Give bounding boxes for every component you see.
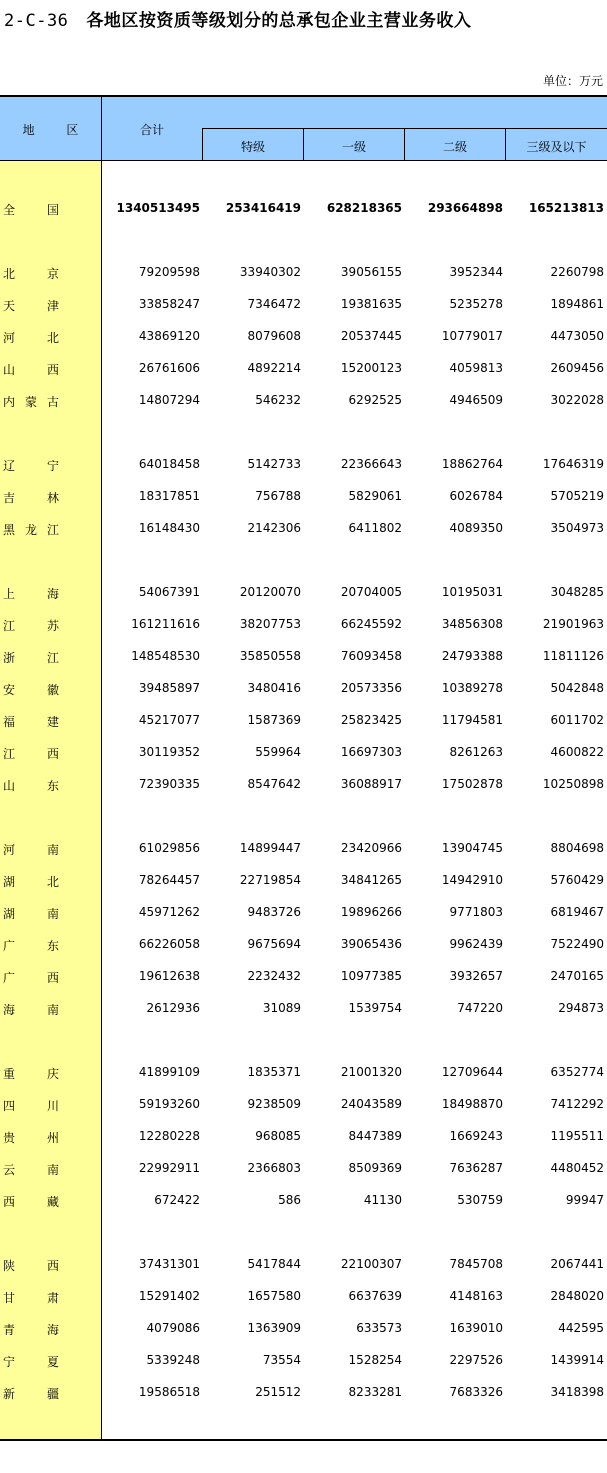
value-cell: 3504973 [550,521,604,535]
value-cell: 5705219 [550,489,604,503]
region-name: 甘 肃 [3,1291,59,1305]
value-cell: 20120070 [239,585,301,599]
value-cell: 251512 [255,1385,301,1399]
region-name: 天 津 [3,299,59,313]
region-name: 河 南 [3,843,59,857]
value-cell: 36088917 [340,777,402,791]
value-cell: 293664898 [427,201,503,215]
value-cell: 7346472 [247,297,301,311]
table-title-text: 各地区按资质等级划分的总承包企业主营业务收入 [86,11,472,31]
value-cell: 37431301 [138,1257,200,1271]
table-row [0,1353,607,1373]
table-row [0,361,607,381]
value-cell: 39065436 [340,937,402,951]
value-cell: 20573356 [340,681,402,695]
table-row [0,1065,607,1085]
table-row [0,1161,607,1181]
value-cell: 22992911 [138,1161,200,1175]
value-cell: 4892214 [247,361,301,375]
value-cell: 8261263 [449,745,503,759]
value-cell: 12280228 [138,1129,200,1143]
value-cell: 5417844 [247,1257,301,1271]
value-cell: 14807294 [138,393,200,407]
table-row [0,1257,607,1277]
table-code: 2-C-36 [4,11,69,31]
value-cell: 25823425 [340,713,402,727]
value-cell: 6011702 [550,713,604,727]
table-row [0,745,607,765]
header-sub-rule [203,128,607,129]
table-row [0,1097,607,1117]
value-cell: 7412292 [550,1097,604,1111]
region-name: 西 藏 [3,1195,59,1209]
value-cell: 253416419 [225,201,301,215]
header-grade-1: 一级 [341,140,366,154]
value-cell: 165213813 [528,201,604,215]
region-name: 广 西 [3,971,59,985]
value-cell: 294873 [558,1001,604,1015]
value-cell: 4059813 [449,361,503,375]
table-row [0,489,607,509]
region-name: 浙 江 [3,651,59,665]
table-row [0,1385,607,1405]
value-cell: 3952344 [449,265,503,279]
value-cell: 747220 [457,1001,503,1015]
value-cell: 11811126 [542,649,604,663]
region-name: 海 南 [3,1003,59,1017]
value-cell: 10779017 [441,329,503,343]
value-cell: 13904745 [441,841,503,855]
value-cell: 24043589 [340,1097,402,1111]
region-name: 宁 夏 [3,1355,59,1369]
national-row [0,201,607,221]
value-cell: 1439914 [550,1353,604,1367]
value-cell: 4480452 [550,1161,604,1175]
value-cell: 8804698 [550,841,604,855]
value-cell: 17646319 [542,457,604,471]
value-cell: 14899447 [239,841,301,855]
table-row [0,649,607,669]
table-row [0,841,607,861]
value-cell: 33858247 [138,297,200,311]
value-cell: 968085 [255,1129,301,1143]
value-cell: 4148163 [449,1289,503,1303]
value-cell: 23420966 [340,841,402,855]
value-cell: 30119352 [138,745,200,759]
value-cell: 18317851 [138,489,200,503]
value-cell: 19586518 [138,1385,200,1399]
value-cell: 41899109 [138,1065,200,1079]
value-cell: 10195031 [441,585,503,599]
value-cell: 78264457 [138,873,200,887]
table-row [0,1129,607,1149]
value-cell: 628218365 [326,201,402,215]
value-cell: 9962439 [449,937,503,951]
value-cell: 1835371 [247,1065,301,1079]
value-cell: 21001320 [340,1065,402,1079]
table-row [0,777,607,797]
value-cell: 4600822 [550,745,604,759]
value-cell: 38207753 [239,617,301,631]
value-cell: 586 [278,1193,301,1207]
region-column-background [0,161,101,1440]
value-cell: 10977385 [340,969,402,983]
value-cell: 5042848 [550,681,604,695]
value-cell: 59193260 [138,1097,200,1111]
region-name: 山 东 [3,779,59,793]
value-cell: 3048285 [550,585,604,599]
value-cell: 161211616 [131,617,200,631]
value-cell: 41130 [363,1193,402,1207]
value-cell: 7845708 [449,1257,503,1271]
value-cell: 7636287 [449,1161,503,1175]
unit-label: 单位：万元 [542,74,603,88]
value-cell: 546232 [255,393,301,407]
value-cell: 15200123 [340,361,402,375]
value-cell: 7683326 [449,1385,503,1399]
header-special-grade: 特级 [240,140,265,154]
value-cell: 5235278 [449,297,503,311]
value-cell: 4946509 [449,393,503,407]
value-cell: 11794581 [441,713,503,727]
value-cell: 148548530 [131,649,200,663]
value-cell: 54067391 [138,585,200,599]
region-name: 上 海 [3,587,59,601]
value-cell: 20704005 [340,585,402,599]
value-cell: 61029856 [138,841,200,855]
value-cell: 22719854 [239,873,301,887]
header-grade-2: 二级 [442,140,467,154]
value-cell: 14942910 [441,873,503,887]
value-cell: 1639010 [449,1321,503,1335]
value-cell: 5339248 [146,1353,200,1367]
region-name: 江 苏 [3,619,59,633]
value-cell: 6026784 [449,489,503,503]
region-name: 广 东 [3,939,59,953]
value-cell: 1528254 [348,1353,402,1367]
value-cell: 10250898 [542,777,604,791]
table-row [0,937,607,957]
value-cell: 18498870 [441,1097,503,1111]
value-cell: 19381635 [340,297,402,311]
value-cell: 20537445 [340,329,402,343]
value-cell: 45217077 [138,713,200,727]
region-name: 重 庆 [3,1067,59,1081]
value-cell: 7522490 [550,937,604,951]
table-row [0,329,607,349]
value-cell: 1669243 [449,1129,503,1143]
table-row [0,1001,607,1021]
value-cell: 2297526 [449,1353,503,1367]
region-name: 吉 林 [3,491,59,505]
header-total: 合计 [139,123,164,137]
value-cell: 31089 [262,1001,301,1015]
value-cell: 17502878 [441,777,503,791]
table-row [0,457,607,477]
region-name: 云 南 [3,1163,59,1177]
value-cell: 72390335 [138,777,200,791]
value-cell: 9483726 [247,905,301,919]
value-cell: 6637639 [348,1289,402,1303]
value-cell: 5760429 [550,873,604,887]
region-name: 山 西 [3,363,59,377]
value-cell: 24793388 [441,649,503,663]
value-cell: 39056155 [340,265,402,279]
value-cell: 4079086 [146,1321,200,1335]
value-cell: 8509369 [348,1161,402,1175]
table-row [0,617,607,637]
value-cell: 2609456 [550,361,604,375]
value-cell: 6411802 [348,521,402,535]
value-cell: 1894861 [550,297,604,311]
value-cell: 33940302 [239,265,301,279]
value-cell: 8233281 [348,1385,402,1399]
table-row [0,585,607,605]
table-row [0,265,607,285]
value-cell: 2470165 [550,969,604,983]
value-cell: 9675694 [247,937,301,951]
table-row [0,1289,607,1309]
value-cell: 76093458 [340,649,402,663]
value-cell: 34856308 [441,617,503,631]
value-cell: 6352774 [550,1065,604,1079]
value-cell: 2260798 [550,265,604,279]
value-cell: 8547642 [247,777,301,791]
value-cell: 3022028 [550,393,604,407]
value-cell: 3418398 [550,1385,604,1399]
region-name: 福 建 [3,715,59,729]
value-cell: 43869120 [138,329,200,343]
region-name: 黑 龙 江 [3,523,59,537]
header-grade-3-below: 三级及以下 [526,140,587,154]
value-cell: 16697303 [340,745,402,759]
value-cell: 66226058 [138,937,200,951]
value-cell: 15291402 [138,1289,200,1303]
region-name: 贵 州 [3,1131,59,1145]
region-name: 内 蒙 古 [3,395,59,409]
value-cell: 442595 [558,1321,604,1335]
table-row [0,681,607,701]
value-cell: 756788 [255,489,301,503]
region-name: 四 川 [3,1099,59,1113]
value-cell: 9238509 [247,1097,301,1111]
table-row [0,297,607,317]
region-name: 北 京 [3,267,59,281]
table-row [0,713,607,733]
value-cell: 1363909 [247,1321,301,1335]
table-row [0,969,607,989]
region-name: 青 海 [3,1323,59,1337]
table-row [0,1193,607,1213]
region-name: 陕 西 [3,1259,59,1273]
value-cell: 19896266 [340,905,402,919]
value-cell: 2366803 [247,1161,301,1175]
value-cell: 18862764 [441,457,503,471]
value-cell: 21901963 [542,617,604,631]
value-cell: 79209598 [138,265,200,279]
value-cell: 3932657 [449,969,503,983]
value-cell: 2142306 [247,521,301,535]
value-cell: 4473050 [550,329,604,343]
value-cell: 559964 [255,745,301,759]
value-cell: 22366643 [340,457,402,471]
value-cell: 2848020 [550,1289,604,1303]
value-cell: 35850558 [239,649,301,663]
region-name: 全 国 [3,203,59,217]
value-cell: 9771803 [449,905,503,919]
value-cell: 12709644 [441,1065,503,1079]
region-name: 湖 北 [3,875,59,889]
region-name: 辽 宁 [3,459,59,473]
value-cell: 1587369 [247,713,301,727]
table-row [0,1321,607,1341]
region-name: 安 徽 [3,683,59,697]
table-row [0,521,607,541]
value-cell: 45971262 [138,905,200,919]
value-cell: 6292525 [348,393,402,407]
value-cell: 99947 [565,1193,604,1207]
value-cell: 39485897 [138,681,200,695]
value-cell: 8079608 [247,329,301,343]
value-cell: 530759 [457,1193,503,1207]
table-bottom-rule [0,1439,607,1441]
value-cell: 1195511 [550,1129,604,1143]
value-cell: 6819467 [550,905,604,919]
value-cell: 64018458 [138,457,200,471]
value-cell: 4089350 [449,521,503,535]
table-row [0,393,607,413]
value-cell: 5829061 [348,489,402,503]
region-name: 湖 南 [3,907,59,921]
value-cell: 633573 [356,1321,402,1335]
value-cell: 1539754 [348,1001,402,1015]
value-cell: 66245592 [340,617,402,631]
value-cell: 2067441 [550,1257,604,1271]
page-title [4,6,471,31]
value-cell: 19612638 [138,969,200,983]
value-cell: 26761606 [138,361,200,375]
region-name: 新 疆 [3,1387,59,1401]
value-cell: 16148430 [138,521,200,535]
table-row [0,905,607,925]
value-cell: 10389278 [441,681,503,695]
value-cell: 2232432 [247,969,301,983]
value-cell: 2612936 [146,1001,200,1015]
value-cell: 34841265 [340,873,402,887]
region-name: 河 北 [3,331,59,345]
table-row [0,873,607,893]
value-cell: 22100307 [340,1257,402,1271]
value-cell: 8447389 [348,1129,402,1143]
value-cell: 73554 [262,1353,301,1367]
header-region: 地 区 [22,123,93,137]
value-cell: 3480416 [247,681,301,695]
value-cell: 672422 [154,1193,200,1207]
region-name: 江 西 [3,747,59,761]
value-cell: 5142733 [247,457,301,471]
value-cell: 1657580 [247,1289,301,1303]
value-cell: 1340513495 [116,201,200,215]
